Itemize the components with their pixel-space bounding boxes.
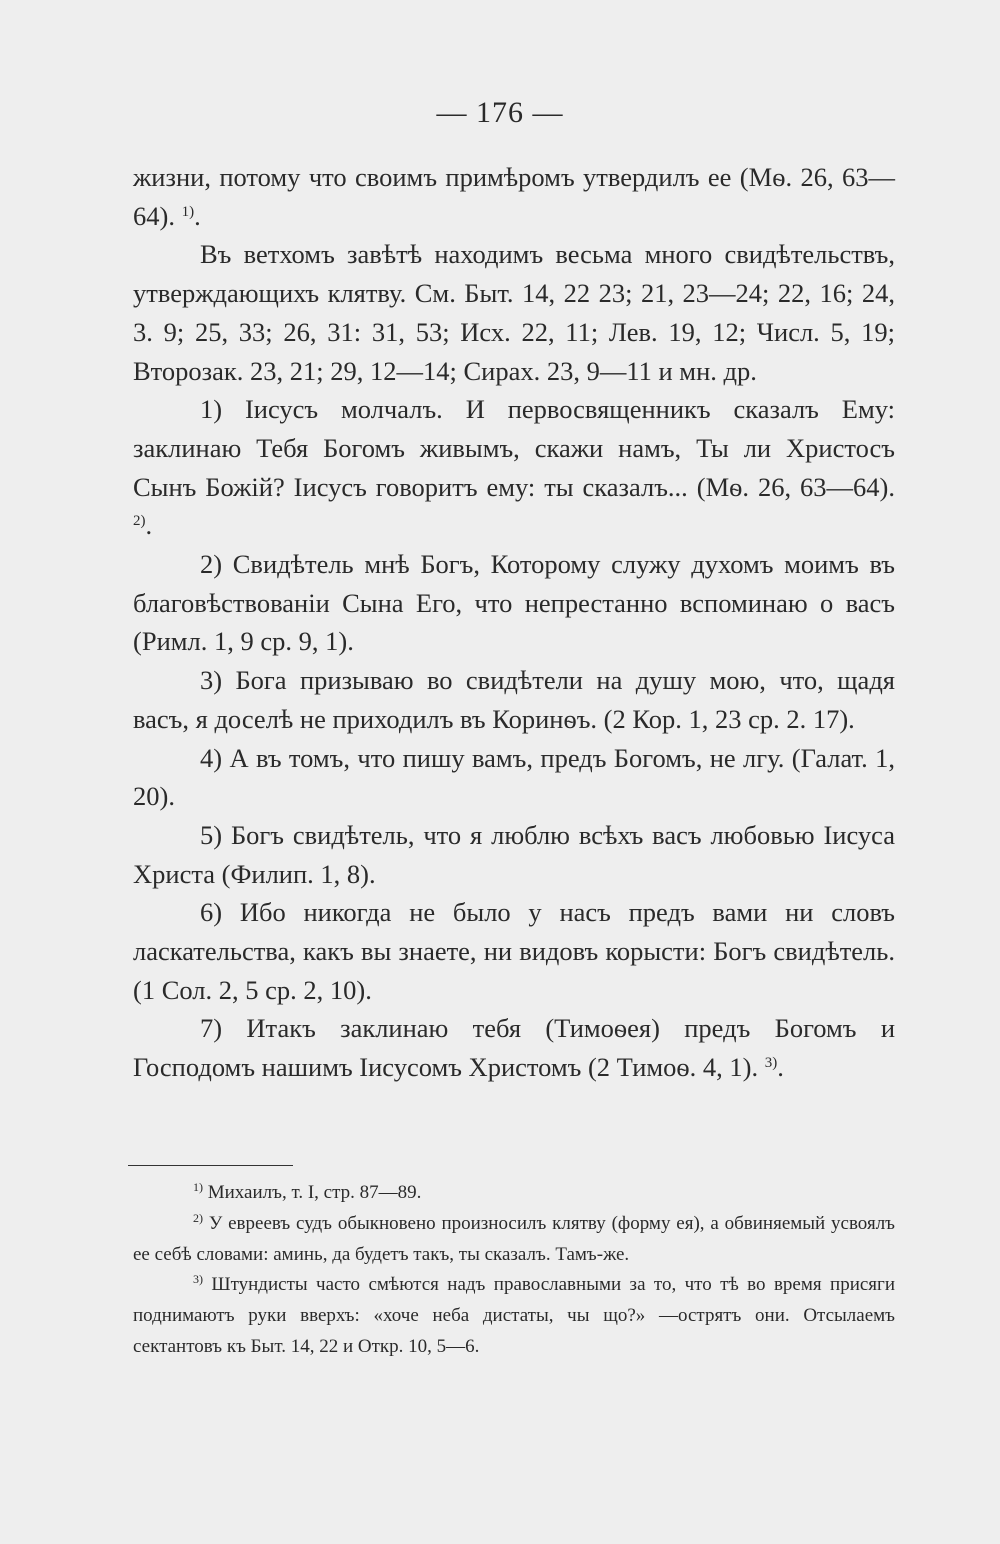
page-number: — 176 — xyxy=(436,96,564,129)
footnote-2: $^{2)}$ У евреевъ судъ обыкновено произносилъ клятву (форму ея), а обвиняемый усвоялъ ее себѣ словами: аминь, да будетъ такъ, ты сказалъ. Тамъ-же. xyxy=(133,1210,895,1265)
footnote-3: $^{3)}$ Штундисты часто смѣются надъ православными за то, что тѣ во время присяги поднимаютъ руки вверхъ: «хоче неба дистаты, чы що?» —острятъ они. Отсылаемъ сектантовъ къ Быт. 14, 22 и Откр. 10, 5—6. xyxy=(133,1272,895,1357)
paragraph-quote-3: 3) Бога призываю во свидѣтели на душу мою, что, щадя васъ, я доселѣ не приходилъ въ Коринѳъ. (2 Кор. 1, 23 ср. 2. 17). xyxy=(133,665,895,734)
paragraph-quote-6: 6) Ибо никогда не было у насъ предъ вами ни словъ ласкательства, какъ вы знаете, ни видовъ корысти: Богъ свидѣтель. (1 Сол. 2, 5 ср. 2, 10). xyxy=(133,897,895,1005)
paragraph-quote-7: 7) Итакъ заклинаю тебя (Тимоѳея) предъ Богомъ и Господомъ нашимъ Іисусомъ Христомъ (2 Тимоѳ. 4, 1). $^{3)}$. xyxy=(133,1013,895,1083)
footnotes xyxy=(133,1178,895,1363)
paragraph-quote-5: 5) Богъ свидѣтель, что я люблю всѣхъ васъ любовью Іисуса Христа (Филип. 1, 8). xyxy=(133,819,895,889)
paragraph-old-testament: Въ ветхомъ завѣтѣ находимъ весьма много свидѣтельствъ, утверждающихъ клятву. См. Быт. 14, 22 23; 21, 23—24; 22, 16; 24, 3. 9; 25, 33; 26, 31: 31, 53; Исх. 22, 11; Лев. 19, 12; Числ. 5, 19; Второзак. 23, 21; 29, 12—14; Сирах. 23, 9—11 и мн. др. xyxy=(133,239,895,386)
footnote-ref-2: 2) xyxy=(133,513,146,530)
paragraph-quote-4: 4) А въ томъ, что пишу вамъ, предъ Богомъ, не лгу. (Галат. 1, 20). xyxy=(133,742,895,812)
footnote-mark-3: 3) xyxy=(193,1272,203,1287)
footnote-1: $^{1)}$ Михаилъ, т. I, стр. 87—89. xyxy=(193,1180,422,1203)
paragraph-quote-1: 1) Іисусъ молчалъ. И первосвященникъ сказалъ Ему: заклинаю Тебя Богомъ живымъ, скажи намъ, Ты ли Христосъ Сынъ Божій? Іисусъ говоритъ ему: ты сказалъ... (Мѳ. 26, 63—64). $^{2)}$. xyxy=(133,394,895,541)
footnote-divider xyxy=(128,1165,293,1166)
footnote-mark-2: 2) xyxy=(193,1210,203,1225)
paragraph-quote-2: 2) Свидѣтель мнѣ Богъ, Которому служу духомъ моимъ въ благовѣствованіи Сына Его, что непрестанно вспоминаю о васъ (Римл. 1, 9 ср. 9, 1). xyxy=(133,549,895,657)
footnote-ref-1: 1) xyxy=(181,203,195,220)
paragraph-continuation: жизни, потому что своимъ примѣромъ утвердилъ ее (Мѳ. 26, 63—64). $^{1)}$. xyxy=(133,162,895,231)
footnote-mark-1: 1) xyxy=(193,1180,203,1194)
main-text xyxy=(133,158,895,1087)
footnote-ref-3: 3) xyxy=(764,1055,778,1072)
